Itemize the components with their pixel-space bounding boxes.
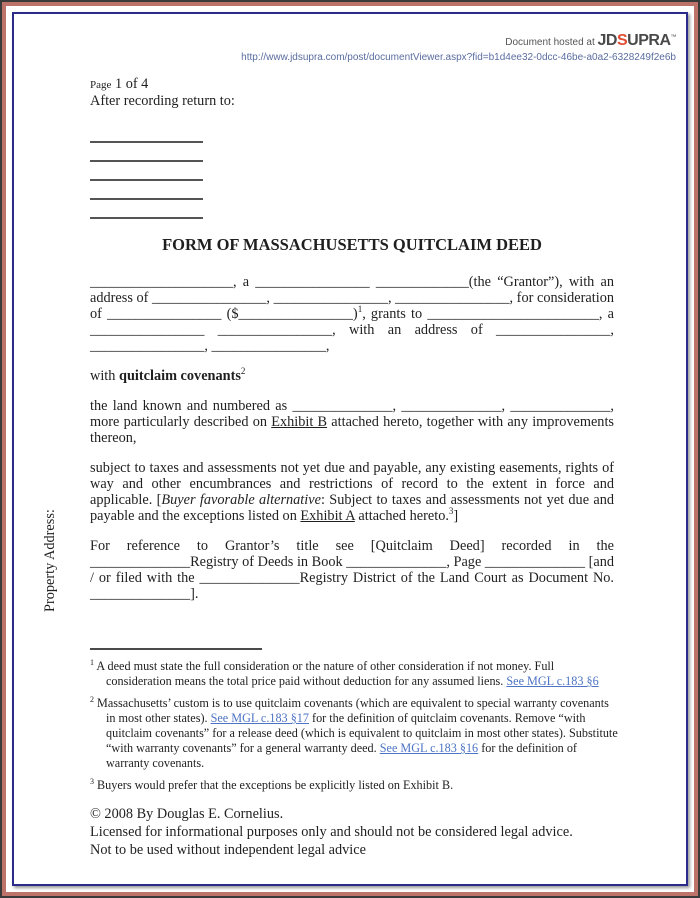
footnote-2-text-b: for the definition of quitclaim covenants. Remove “with quitclaim covenants” for a release deed (which is equivalent to quitclaim in most other states). Substitute “with warranty covenants” for a general warranty deed. [106,711,618,755]
blank-line [90,165,203,181]
mgl-c183-s16-link[interactable]: See MGL c.183 §16 [379,741,479,755]
page-number [90,76,614,93]
mgl-c183-s17-link[interactable]: See MGL c.183 §17 [210,711,309,725]
deed-body [90,76,614,602]
footnote-ref-3: 3 [448,506,454,517]
footnote-1-text: A deed must state the full consideration or the nature of other consideration if not money. Full consideration means the total price paid without deduction for any assumed liens. [94,659,555,688]
footnote-2-text-c: for the definition of warranty covenants. [106,741,577,770]
hosted-prefix-label: Document hosted at [505,37,595,48]
return-to-label: After recording return to: [90,93,235,109]
document-title: FORM OF MASSACHUSETTS QUITCLAIM DEED [162,235,542,254]
covenant-prefix: with [90,368,119,384]
footnote-2-text-a: Massachusetts’ custom is to use quitclaim covenants (which are equivalent to special warranty covenants in most other states). [94,696,609,725]
blank-line [90,203,203,219]
footnote-3-text: Buyers would prefer that the exceptions be explicitly listed on Exhibit B. [94,778,454,792]
footnote-1 [90,659,618,689]
land-paragraph [90,398,614,446]
property-address-label: Property Address: [42,509,58,612]
subject-text-c: attached hereto. [354,508,449,524]
inner-blue-border [12,12,688,886]
footnote-ref-2: 2 [240,366,246,377]
land-text-b: attached hereto, together with any improvements thereon, [90,414,614,446]
subject-text-a: subject to taxes and assessments not yet due and payable, any existing easements, rights of way and other encumbrances and restrictions of record to the extent in force and applicable. [ [90,460,614,508]
buyer-alternative-italic: Buyer favorable alternative [161,492,321,508]
grantor-text-a: ____________________, a ________________ _____________(the “Grantor”), with an address of ________________, ________________, ________________, for consideration of ________________ ($________________) [90,274,614,322]
footnote-3 [90,778,618,793]
subject-text-d: ] [453,508,459,524]
logo-trademark: ™ [670,34,676,41]
grantor-paragraph [90,274,614,354]
license-line: Licensed for informational purposes only and should not be considered legal advice. [90,824,573,840]
copyright-block [90,805,618,859]
hosted-note [241,32,676,50]
logo-upra: UPRA [627,32,671,49]
logo-jd: JD [597,32,617,49]
footnote-3-marker: 3 [90,776,94,786]
exhibit-b-reference: Exhibit B [271,414,328,430]
footnote-ref-1: 1 [357,304,363,315]
copyright-line: © 2008 By Douglas E. Cornelius. [90,806,284,822]
blank-line [90,184,203,200]
document-url-link[interactable]: http://www.jdsupra.com/post/documentViewer.aspx?fid=b1d4ee32-0dcc-46be-a0a2-6328249f2e6b [241,52,676,63]
logo-s: S [616,32,628,49]
footnote-2 [90,696,618,771]
blank-line [90,127,203,143]
page-number-label: Page [90,79,112,91]
title-reference-paragraph: For reference to Grantor’s title see [Quitclaim Deed] recorded in the ______________Registry of Deeds in Book ______________, Page ______________ [and / or filed with the ______________Registry District of the Land Court as Document No. ______________]. [90,538,614,602]
page-number-value: 1 of 4 [111,76,149,92]
grantor-text-b: , grants to ________________________, a ________________ ________________, with an address of ________________, ________________, ________________, [90,306,614,354]
jdsupra-logo [598,32,676,49]
mgl-c183-s6-link[interactable]: See MGL c.183 §6 [506,674,599,688]
footnote-separator-rule [90,648,262,650]
disclaimer-line: Not to be used without independent legal advice [90,842,366,858]
outer-red-border [2,2,698,896]
subject-paragraph [90,460,614,524]
covenant-line [90,368,614,384]
footnote-2-marker: 2 [90,694,94,704]
footnotes-section [90,648,618,859]
covenant-bold: quitclaim covenants [119,368,241,384]
subject-text-b: : Subject to taxes and assessments not yet due and payable and the exceptions listed on [90,492,615,524]
exhibit-a-reference: Exhibit A [300,508,355,524]
hosting-header [241,32,676,63]
land-text-a: the land known and numbered as ______________, ______________, ______________, more particularly described on [90,398,614,430]
document-url-line [241,52,676,63]
return-address-blanks [90,127,614,219]
footnote-1-marker: 1 [90,657,94,667]
blank-line [90,146,203,162]
